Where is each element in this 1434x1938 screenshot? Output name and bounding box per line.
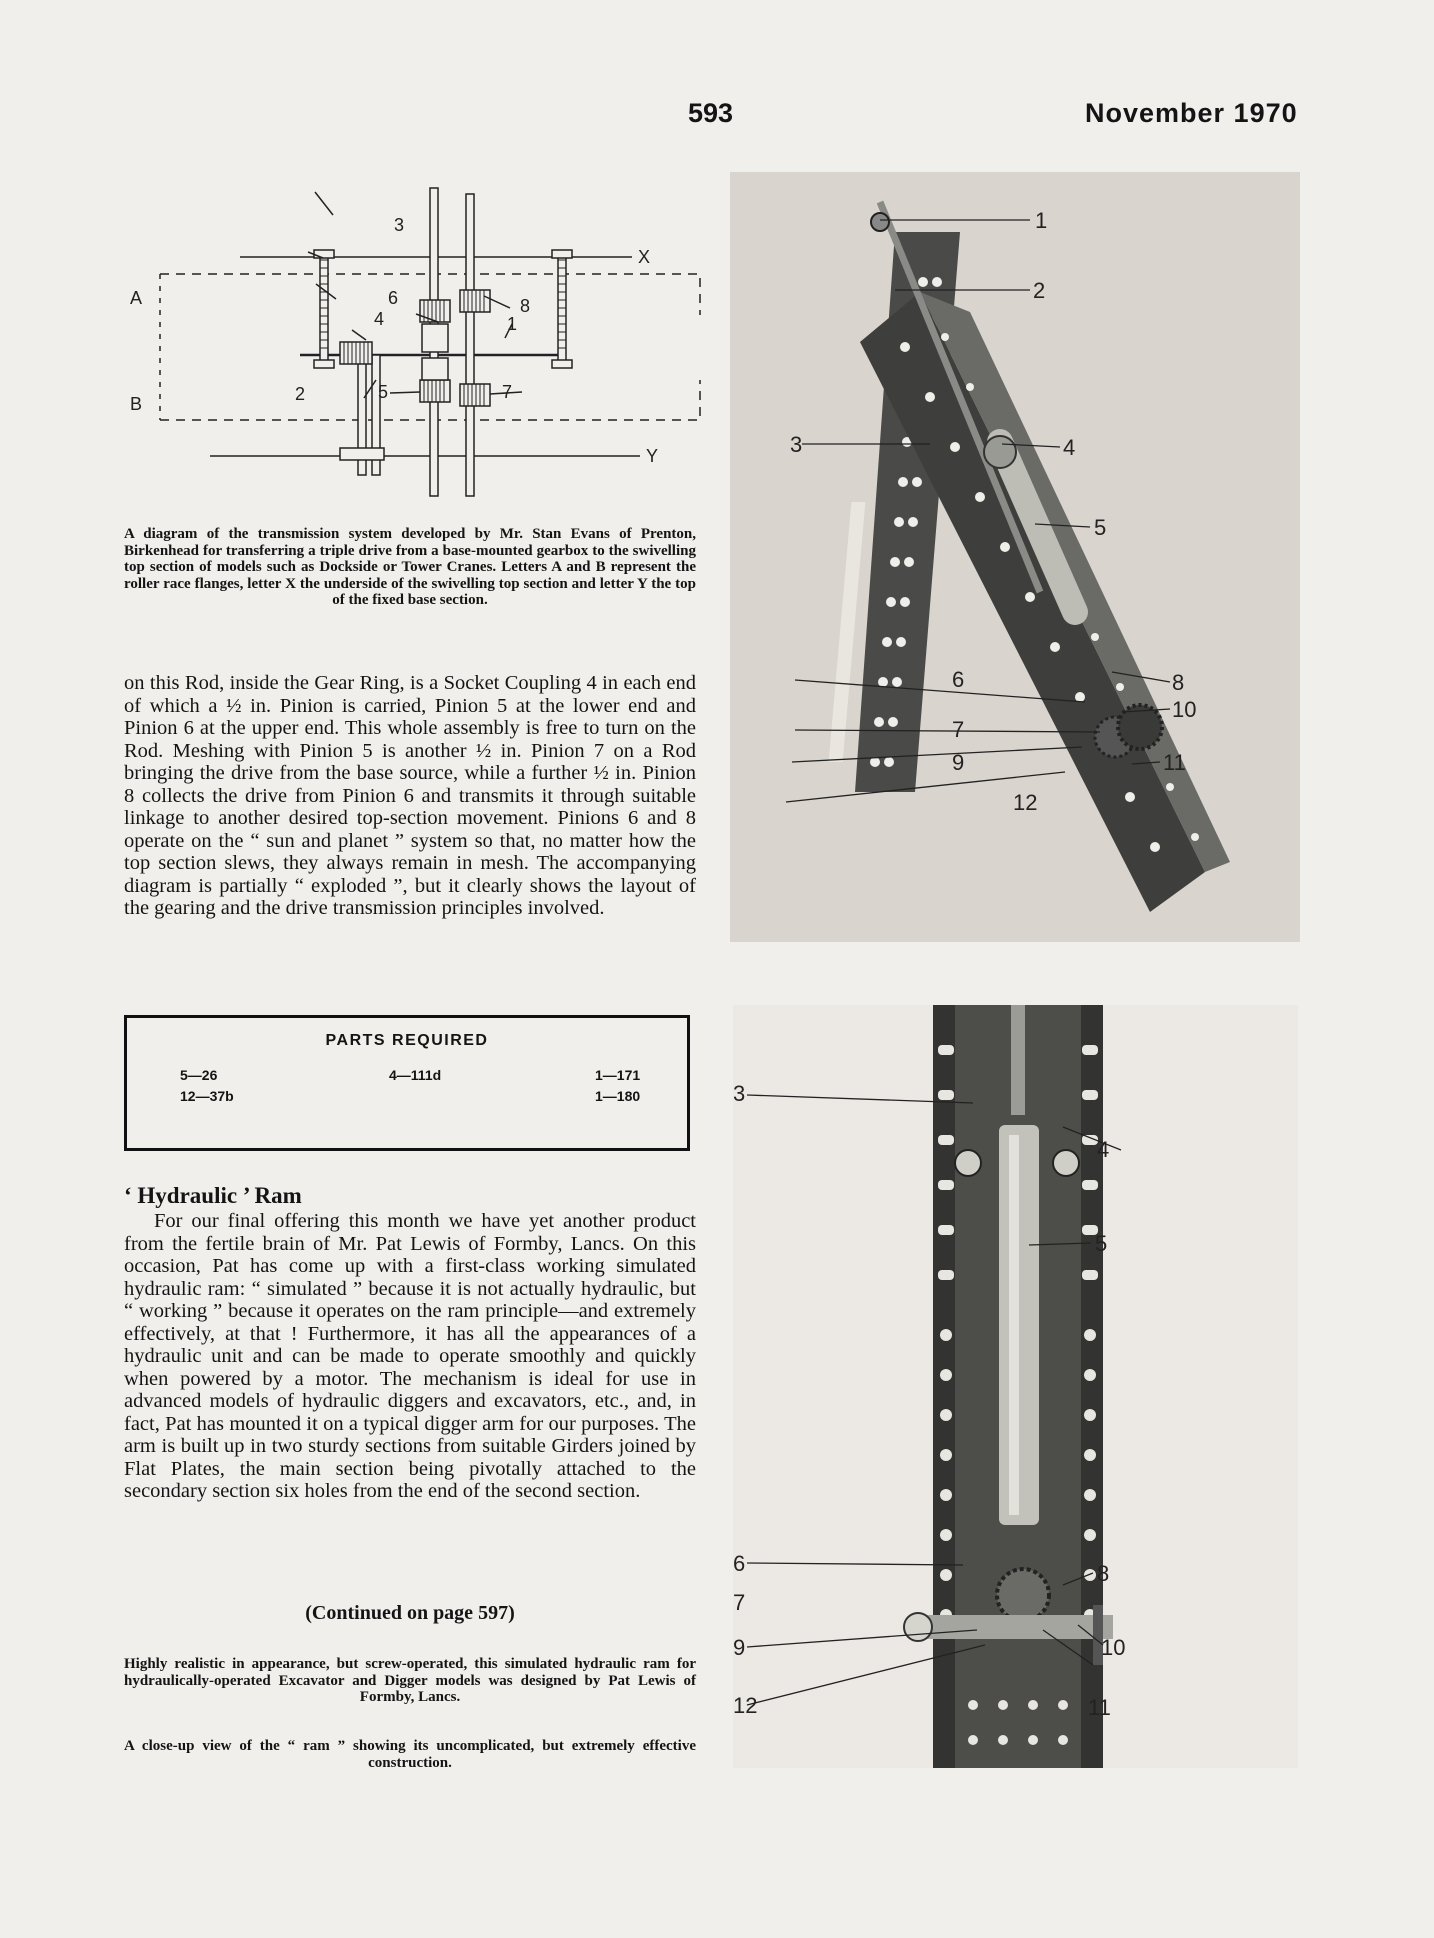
- diagram-label-b: B: [130, 394, 143, 414]
- photo2-callout-8: 8: [1097, 1561, 1110, 1586]
- parts-column-2: [389, 1065, 441, 1086]
- diagram-label-3: 3: [394, 215, 405, 235]
- diagram-label-8: 8: [520, 296, 531, 316]
- diagram-label-4: 4: [374, 309, 385, 329]
- photo1-callout-12: 12: [1013, 790, 1038, 815]
- photo2-callout-7: 7: [733, 1590, 746, 1615]
- part-item: 5—26: [180, 1067, 218, 1083]
- photo1-callout-2: 2: [1033, 278, 1046, 303]
- diagram-label-x: X: [638, 247, 651, 267]
- digger-arm-photo: [730, 172, 1300, 942]
- photo1-callout-5: 5: [1094, 515, 1107, 540]
- parts-required-title: PARTS REQUIRED: [325, 1032, 489, 1049]
- diagram-label-7: 7: [502, 382, 513, 402]
- ram-closeup-photo: [733, 1005, 1298, 1768]
- photo1-callout-6: 6: [952, 667, 965, 692]
- continued-note: (Continued on page 597): [305, 1602, 515, 1624]
- transmission-diagram: [130, 180, 720, 480]
- photo1-callout-4: 4: [1063, 435, 1076, 460]
- photo2-callout-4: 4: [1097, 1137, 1110, 1162]
- photo1-callout-8: 8: [1172, 670, 1185, 695]
- photo2-callout-12: 12: [733, 1693, 758, 1718]
- ram-article-text: For our final offering this month we have yet another product from the fertile brain of Mr. Pat Lewis of Formby, Lancs. On this occasion, Pat has come up with a first-class working simulated hydraulic ram: “ simulated ” because it is not actually hydraulic, but “ working ” because it operates on the ram principle—and extremely effectively, at that ! Furthermore, it has all the appearances of a hydraulic unit and can be made to operate smoothly and quickly when powered by a motor. The mechanism is ideal for use in advanced models of hydraulic diggers and excavators, etc., and, in fact, Pat has mounted it on a typical digger arm for our purposes. The arm is built up in two sturdy sections from suitable Girders joined by Flat Plates, the main section being pivotally attached to the secondary section six holes from the end of the second section.: [124, 1210, 696, 1502]
- diagram-label-5: 5: [378, 382, 389, 402]
- section-heading: ‘ Hydraulic ’ Ram: [124, 1183, 302, 1208]
- part-item: 4—111d: [389, 1067, 442, 1083]
- article-intro: [124, 672, 696, 920]
- photo2-callout-9: 9: [733, 1635, 746, 1660]
- parts-column-3: [595, 1065, 640, 1107]
- diagram-label-1: 1: [507, 314, 518, 334]
- diagram-caption: A diagram of the transmission system developed by Mr. Stan Evans of Prenton, Birkenhead for transferring a triple drive from a base-mounted gearbox to the swivelling top section of models such as Dockside or Tower Cranes. Letters A and B represent the roller race flanges, letter X the underside of the swivelling top section and letter Y the top of the fixed base section.: [124, 526, 696, 608]
- diagram-label-6: 6: [388, 288, 399, 308]
- photo2-callout-11: 11: [1088, 1695, 1111, 1720]
- photo1-callout-3: 3: [790, 432, 803, 457]
- photo2-callout-6: 6: [733, 1551, 746, 1576]
- photo2-callout-10: 10: [1101, 1635, 1126, 1660]
- part-item: 12—37b: [180, 1088, 234, 1104]
- page-number: 593: [688, 98, 734, 128]
- parts-required-box: [124, 1015, 690, 1151]
- article-intro-text: on this Rod, inside the Gear Ring, is a Socket Coupling 4 in each end of which a ½ in. Pinion is carried, Pinion 5 at the lower end and Pinion 6 at the upper end. This whole assembly is free to turn on the Rod. Meshing with Pinion 5 is another ½ in. Pinion 7 on a Rod bringing the drive from the base source, while a further ½ in. Pinion 8 collects the drive from Pinion 6 and transmits it through suitable linkage to another desired top-section movement. Pinions 6 and 8 operate on the “ sun and planet ” system so that, no matter how the top section slews, they always remain in mesh. The accompanying diagram is partially “ exploded ”, but it clearly shows the layout of the gearing and the drive transmission principles involved.: [124, 672, 696, 919]
- part-item: 1—180: [595, 1088, 641, 1104]
- photo2-callout-3: 3: [733, 1081, 746, 1106]
- photo1-callout-9: 9: [952, 750, 965, 775]
- diagram-label-a: A: [130, 288, 143, 308]
- photo1-caption: Highly realistic in appearance, but screw-operated, this simulated hydraulic ram for hydraulically-operated Excavator and Digger models was designed by Pat Lewis of Formby, Lancs.: [124, 1656, 696, 1705]
- photo1-callout-11: 11: [1163, 750, 1186, 775]
- diagram-label-2: 2: [295, 384, 306, 404]
- photo1-callout-1: 1: [1035, 208, 1048, 233]
- photo1-callout-7: 7: [952, 717, 965, 742]
- part-item: 1—171: [595, 1067, 641, 1083]
- ram-article: [124, 1210, 696, 1503]
- photo2-caption: A close-up view of the “ ram ” showing its uncomplicated, but extremely effective construction.: [124, 1738, 696, 1771]
- photo2-callout-5: 5: [1095, 1231, 1108, 1256]
- issue-date: November 1970: [1085, 98, 1298, 128]
- photo1-callout-10: 10: [1172, 697, 1197, 722]
- parts-column-1: [180, 1065, 234, 1107]
- diagram-label-y: Y: [646, 446, 659, 466]
